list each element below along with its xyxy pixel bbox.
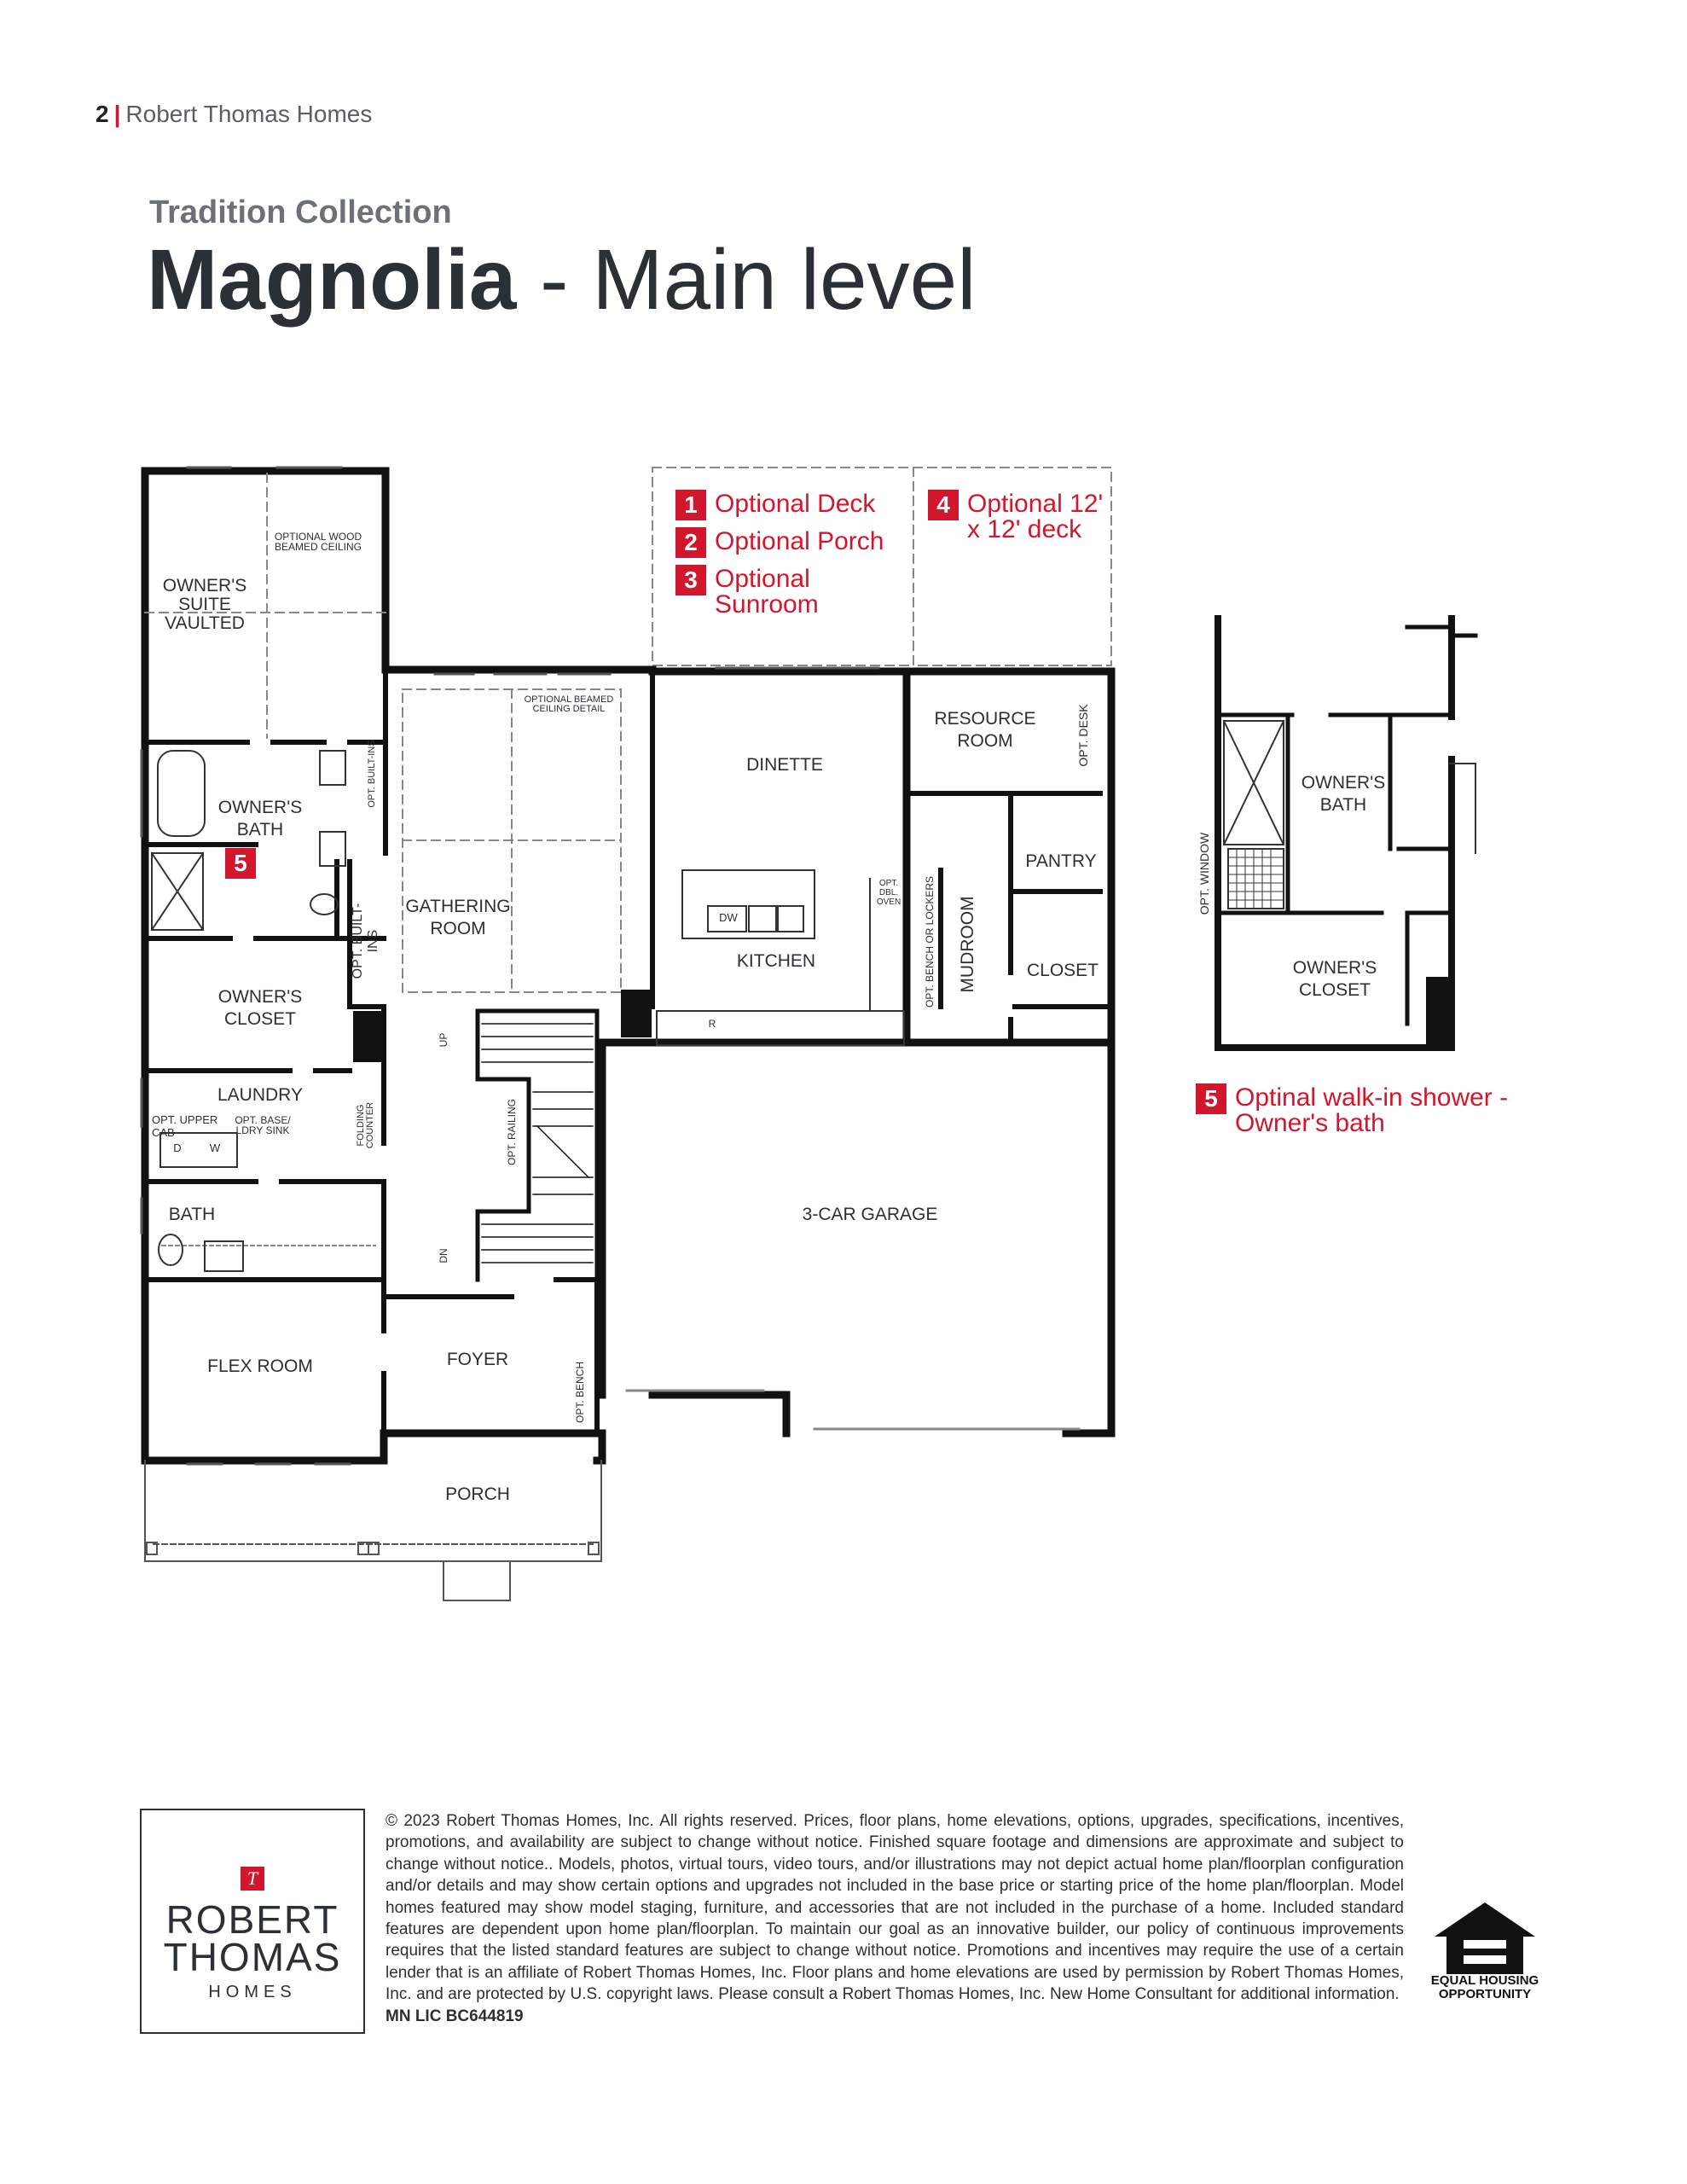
note-opt-beamed-detail: OPTIONAL BEAMED CEILING DETAIL	[524, 694, 614, 714]
option-4-label: Optional 12' x 12' deck	[967, 490, 1104, 543]
license-number: MN LIC BC644819	[386, 2007, 524, 2025]
note-opt-built-ins-upper: OPT. BUILT-INS	[367, 740, 377, 808]
option-5-label: Optinal walk-in shower - Owner's bath	[1235, 1083, 1509, 1137]
room-foyer: FOYER	[446, 1350, 509, 1369]
option-3-badge: 3	[675, 565, 706, 595]
stair-down-label: DN	[438, 1248, 449, 1263]
option-2-label: Optional Porch	[715, 527, 884, 555]
wall-column	[621, 990, 652, 1037]
interior-walls	[145, 670, 1111, 1433]
equal-housing-line2: OPPORTUNITY	[1438, 1987, 1532, 2001]
note-opt-bench-lockers: OPT. BENCH OR LOCKERS	[924, 875, 936, 1008]
header-divider: |	[113, 101, 121, 127]
note-opt-window: OPT. WINDOW	[1197, 832, 1211, 915]
appliance-range: R	[708, 1018, 716, 1030]
appliance-washer: W	[209, 1141, 221, 1154]
room-pantry: PANTRY	[1025, 851, 1097, 871]
note-opt-built-ins: OPT. BUILT-INS	[351, 903, 380, 979]
note-opt-railing: OPT. RAILING	[506, 1098, 518, 1166]
room-dinette: DINETTE	[746, 755, 823, 775]
option-4	[928, 490, 1116, 543]
wall-column	[353, 1011, 384, 1062]
logo-name-line1: ROBERT	[165, 1897, 339, 1942]
brand-name: Robert Thomas Homes	[125, 101, 373, 127]
logo-subtitle: HOMES	[208, 1983, 297, 2001]
option-4-badge: 4	[928, 490, 959, 520]
note-opt-base-sink: OPT. BASE/ LDRY SINK	[235, 1114, 291, 1136]
logo-mark-icon: T	[241, 1867, 264, 1891]
collection-label: Tradition Collection	[149, 195, 452, 230]
room-owners-bath: OWNER'S BATH	[217, 798, 303, 839]
appliance-dishwasher: DW	[719, 911, 738, 924]
room-porch: PORCH	[445, 1484, 510, 1504]
room-bath: BATH	[168, 1205, 216, 1224]
room-laundry: LAUNDRY	[217, 1085, 303, 1105]
appliance-dryer: D	[173, 1141, 182, 1154]
room-garage: 3-CAR GARAGE	[802, 1205, 938, 1224]
logo-name-line2: THOMAS	[163, 1935, 342, 1979]
page-number: 2	[96, 101, 109, 127]
plan-level: - Main level	[516, 232, 977, 328]
option-3-label: Optional Sunroom	[715, 565, 819, 619]
note-opt-dbl-oven: OPT. DBL. OVEN	[876, 879, 901, 907]
room-closet: CLOSET	[1026, 961, 1099, 980]
note-opt-bench: OPT. BENCH	[574, 1362, 586, 1424]
room-owners-suite: OWNER'S SUITE VAULTED	[162, 576, 247, 633]
option-3	[675, 565, 872, 618]
option-5-badge: 5	[1196, 1083, 1226, 1114]
room-owners-closet: OWNER'S CLOSET	[217, 987, 303, 1029]
room-gathering: GATHERING ROOM	[405, 897, 511, 938]
inset-wall-column	[1426, 977, 1455, 1049]
note-opt-wood-beamed: OPTIONAL WOOD BEAMED CEILING	[274, 531, 362, 553]
room-flex: FLEX ROOM	[207, 1356, 313, 1376]
robert-thomas-logo	[140, 1809, 365, 2034]
inset-room-owners-closet: OWNER'S CLOSET	[1292, 958, 1377, 1000]
option-5	[1196, 1083, 1537, 1136]
logo-name	[142, 1897, 363, 1979]
option-1-badge: 1	[675, 490, 706, 520]
equal-housing-line1: EQUAL HOUSING	[1430, 1973, 1539, 1988]
option-1	[675, 490, 897, 520]
inset-room-owners-bath: OWNER'S BATH	[1301, 773, 1386, 815]
option-1-label: Optional Deck	[715, 490, 876, 518]
equal-housing-text	[1421, 1974, 1549, 2001]
room-resource: RESOURCE ROOM	[934, 709, 1036, 751]
option-2-badge: 2	[675, 527, 706, 558]
room-kitchen: KITCHEN	[736, 951, 816, 971]
legal-disclaimer	[386, 1810, 1404, 2027]
option-2	[675, 527, 897, 558]
plan-name: Magnolia	[147, 232, 517, 328]
porch-outline	[145, 1461, 601, 1600]
disclaimer-text: © 2023 Robert Thomas Homes, Inc. All rights reserved. Prices, floor plans, home elevations, options, upgrades, specifications, incentives, promotions, and availability are subject to change without notice. Finished square footage and dimensions are approximate and subject to change without notice.. Models, photos, virtual tours, video tours, and/or illustrations may not depict actual home plan/floorplan configuration and/or details and may show certain options and upgrades not included in the base price or starting price of the home plan/floorplan. Model homes featured may show model staging, furniture, and accessories that are not included in the purchase of a home. Included standard features are dependent upon home plan/floorplan. To maintain our goal as an innovative builder, our policy of continuous improvements requires that the listed standard features are subject to change without notice. Promotions and incentives may require the use of a certain lender that is an affiliate of Robert Thomas Homes, Inc. Floor plans and home elevations are used by permission by Robert Thomas Homes, Inc. and are protected by U.S. copyright laws. Please consult a Robert Thomas Homes, Inc. New Home Consultant for additional information.	[386, 1812, 1404, 2004]
note-folding-counter: FOLDING COUNTER	[356, 1101, 375, 1149]
stair-up-label: UP	[438, 1032, 449, 1048]
staircase	[478, 1011, 597, 1280]
plan-marker-5: 5	[225, 848, 256, 879]
note-opt-upper-cab: OPT. UPPER CAB	[152, 1113, 218, 1139]
room-mudroom: MUDROOM	[958, 896, 977, 993]
note-opt-desk: OPT. DESK	[1076, 704, 1090, 767]
